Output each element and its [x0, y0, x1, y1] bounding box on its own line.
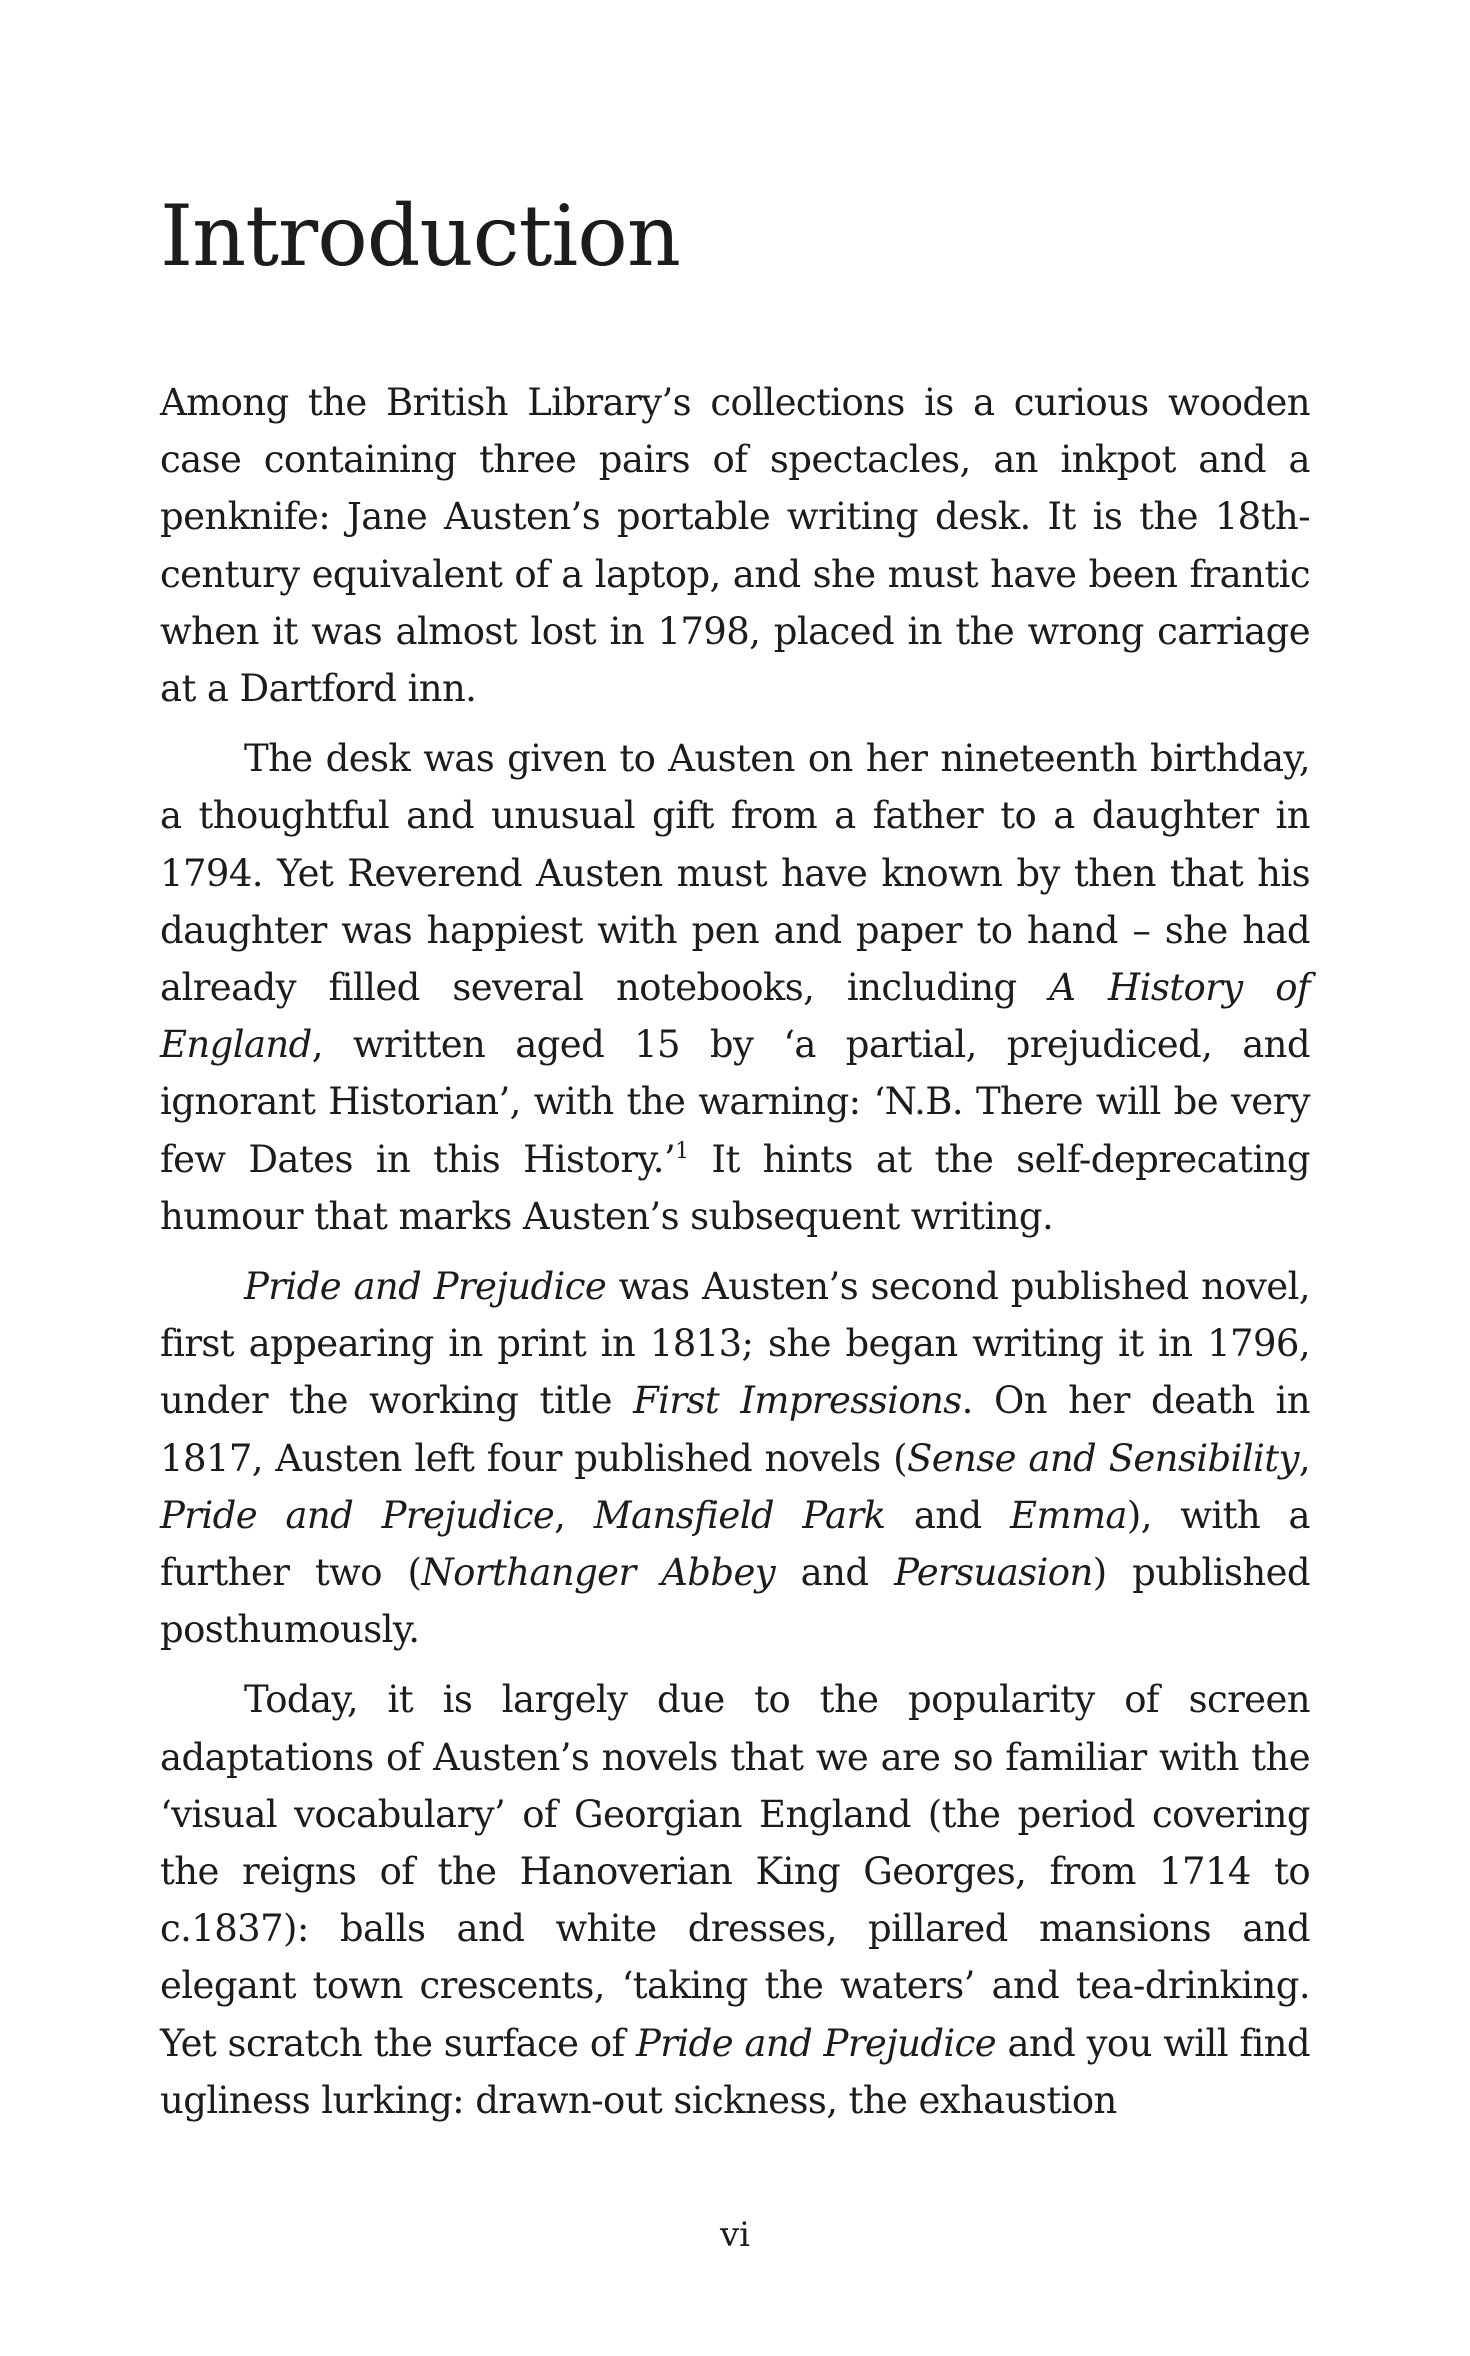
footnote-marker: 1 [675, 1138, 689, 1164]
italic-title: Sense and Sensibility [906, 1436, 1299, 1480]
text-run: , written aged 15 by ‘a partial, prejudiced, and ignorant Historian’, with the warning: ‘N.B. There will be very few Dates in this History.’ [160, 1023, 1310, 1181]
italic-title: Northanger Abbey [421, 1551, 776, 1595]
text-run: Today, it is largely due to the popularity of screen adaptations of Austen’s novels that we are so familiar with the ‘visual vocabulary’ of Georgian England (the period covering the reigns of the Hanoverian King Georges, from 1714 to c.1837): balls and white dresses, pillared mansions and elegant town crescents, ‘taking the waters’ and tea-drinking. Yet scratch the surface of [160, 1678, 1310, 2065]
italic-title: Pride and Prejudice [244, 1265, 607, 1309]
paragraph [160, 1258, 1310, 1658]
text-run: and [775, 1551, 895, 1595]
book-page [160, 0, 1310, 2356]
text-run: The desk was given to Austen on her nineteenth birthday, a thoughtful and unusual gift from a father to a daughter in 1794. Yet Reverend Austen must have known by then that his daughter was happiest with pen and paper to hand – she had already filled several notebooks, including [160, 737, 1310, 1010]
italic-title: Emma [1010, 1493, 1127, 1537]
italic-title: A History of England [160, 966, 1310, 1067]
text-run: was Austen’s second published novel, first appearing in print in 1813; she began writing it in 1796, under the working title [160, 1265, 1310, 1423]
italic-title: Pride and Prejudice [160, 1493, 555, 1537]
text-run: and [885, 1493, 1011, 1537]
text-run: Among the British Library’s collections is a curious wooden case containing three pairs of spectacles, an inkpot and a penknife: Jane Austen’s portable writing desk. It is the 18th-century equivalent of a laptop, and she must have been frantic when it was almost lost in 1798, placed in the wrong carriage at a Dartford inn. [160, 381, 1310, 711]
text-run: , [1298, 1436, 1311, 1480]
text-run: It hints at the self-deprecating humour that marks Austen’s subsequent writing. [160, 1137, 1310, 1238]
text-run: ) published posthumously. [160, 1551, 1310, 1652]
italic-title: Persuasion [894, 1551, 1093, 1595]
italic-title: Pride and Prejudice [636, 2021, 997, 2065]
text-run: . On her death in 1817, Austen left four published novels ( [160, 1379, 1311, 1480]
paragraph [160, 1671, 1310, 2129]
text-run: and you will find ugliness lurking: drawn-out sickness, the exhaustion [160, 2021, 1310, 2122]
paragraph [160, 374, 1310, 717]
paragraph [160, 730, 1310, 1245]
italic-title: Mansfield Park [593, 1493, 886, 1537]
text-run: , [554, 1493, 594, 1537]
body-text [160, 374, 1310, 2142]
page-number: vi [719, 2215, 751, 2255]
chapter-title: Introduction [160, 187, 680, 285]
italic-title: First Impressions [633, 1379, 962, 1423]
text-run: ), with a further two ( [160, 1493, 1310, 1595]
